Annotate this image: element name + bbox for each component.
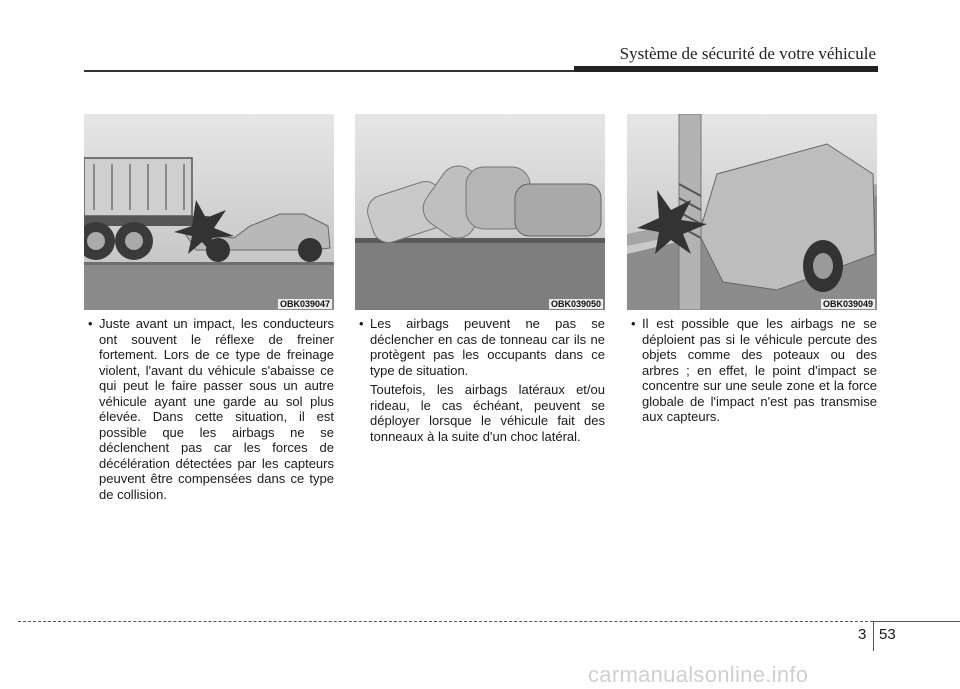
page-header-title: Système de sécurité de votre véhicule xyxy=(619,44,876,63)
footer-dashed-rule xyxy=(18,621,873,622)
rollover-illustration xyxy=(355,114,605,310)
figure-code: OBK039050 xyxy=(550,299,601,309)
watermark: carmanualsonline.info xyxy=(588,662,809,687)
header-rule-accent xyxy=(574,66,878,72)
figure-rollover xyxy=(355,114,605,310)
bullet-text: • Les airbags peuvent ne pas se déclencher en cas de tonneau car ils ne protègent pas les occupants dans ce type de situation. xyxy=(355,316,605,378)
column-1 xyxy=(84,114,334,502)
truck-underride-illustration xyxy=(84,114,334,310)
pole-impact-illustration xyxy=(627,114,877,310)
figure-code: OBK039047 xyxy=(279,299,330,309)
figure-truck-underride xyxy=(84,114,334,310)
page-number: 53 xyxy=(879,626,896,643)
figure-pole-impact xyxy=(627,114,877,310)
bullet-text: • Juste avant un impact, les conducteurs ont souvent le réflexe de freiner fortement. Lors de ce type de freinage violent, l'avant du véhicule s'abaisse ce qui peut le faire passer sous un autre véhicule ayant une garde au sol plus élevée. Dans cette situation, il est possible que les airbags ne se déclenchent pas car les forces de décélération détectées par les capteurs peuvent être compensées dans ce type de collision. xyxy=(84,316,334,502)
column-2 xyxy=(355,114,605,444)
bullet-text: • Il est possible que les airbags ne se déploient pas si le véhicule percute des objets comme des poteaux ou des arbres ; en effet, le point d'impact se concentre sur une seule zone et la force globale de l'impact n'est pas transmise aux capteurs. xyxy=(627,316,877,425)
paragraph-text: Toutefois, les airbags latéraux et/ou rideau, le cas échéant, peuvent se déployer lorsque le véhicule fait des tonneaux à la suite d'un choc latéral. xyxy=(370,382,605,444)
figure-code: OBK039049 xyxy=(822,299,873,309)
footer-rule xyxy=(873,621,960,622)
chapter-number: 3 xyxy=(858,626,867,643)
page-number-separator xyxy=(873,621,874,651)
column-3 xyxy=(627,114,877,425)
